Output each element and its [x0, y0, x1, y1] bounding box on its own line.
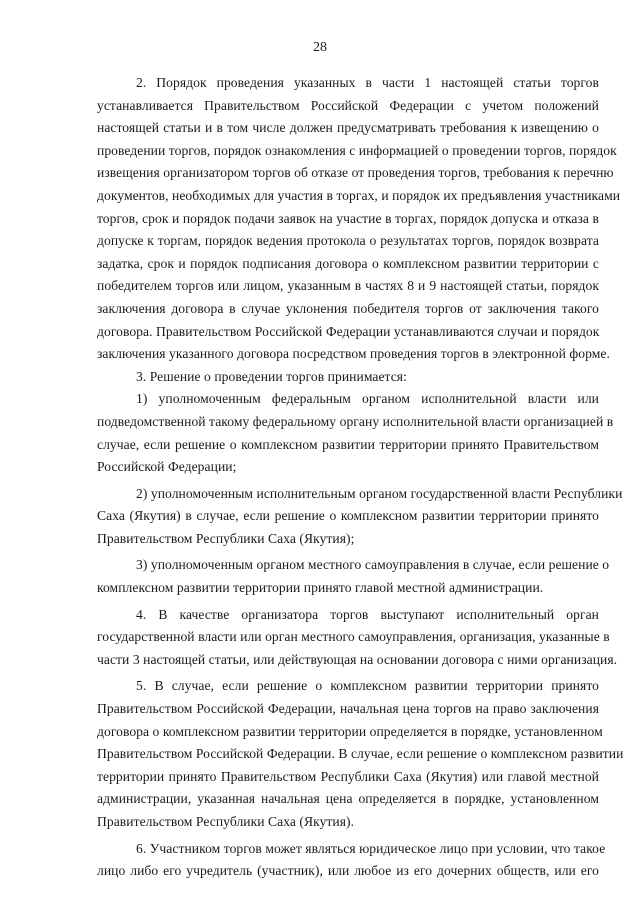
text-line: допуске к торгам, порядок ведения протокола о результатах торгов, порядок возврата: [97, 233, 599, 249]
text-line: части 3 настоящей статьи, или действующая на основании договора с ними организация.: [97, 651, 618, 667]
text-line: 1) уполномоченным федеральным органом исполнительной власти или: [136, 391, 599, 407]
text-line: лицо либо его учредитель (участник), или любое из его дочерних обществ, или его: [97, 863, 599, 879]
text-line: договора. Правительством Российской Федерации устанавливаются случаи и порядок: [97, 323, 600, 339]
text-line: администрации, указанная начальная цена определяется в порядке, установленном: [97, 791, 599, 807]
text-line: договора о комплексном развитии территории определяется в порядке, установленном: [97, 723, 603, 739]
text-line: 3) уполномоченным органом местного самоуправления в случае, если решение о: [136, 557, 610, 573]
text-line: 4. В качестве организатора торгов выступают исполнительный орган: [136, 606, 599, 622]
text-line: 3. Решение о проведении торгов принимается:: [136, 368, 407, 384]
text-line: государственной власти или орган местного самоуправления, организация, указанные в: [97, 629, 610, 645]
text-line: Саха (Якутия) в случае, если решение о комплексном развитии территории принято: [97, 508, 599, 524]
text-line: 2) уполномоченным исполнительным органом государственной власти Республики: [136, 485, 623, 501]
text-line: победителем торгов или лицом, указанным в частях 8 и 9 настоящей статьи, порядок: [97, 278, 599, 294]
text-line: проведении торгов, порядок ознакомления с информацией о проведении торгов, порядок: [97, 142, 617, 158]
text-line: заключения указанного договора посредством проведения торгов в электронной форме.: [97, 346, 610, 362]
text-line: заключения договора в случае уклонения победителя торгов от заключения такого: [97, 300, 599, 316]
text-line: задатка, срок и порядок подписания договора о комплексном развитии территории с: [97, 255, 599, 271]
text-line: 2. Порядок проведения указанных в части 1 настоящей статьи торгов: [136, 75, 599, 90]
text-line: 5. В случае, если решение о комплексном развитии территории принято: [136, 678, 599, 694]
text-line: подведомственной такому федеральному органу исполнительной власти организацией в: [97, 413, 614, 429]
text-line: Правительством Республики Саха (Якутия).: [97, 814, 355, 829]
text-line: извещения организатором торгов об отказе от проведения торгов, требования к перечню: [97, 165, 614, 181]
text-line: территории принято Правительством Республики Саха (Якутия) или главой местной: [97, 768, 599, 784]
text-line: устанавливается Правительством Российской Федерации с учетом положений: [97, 97, 599, 113]
text-line: комплексном развитии территории принято главой местной администрации.: [97, 580, 544, 596]
text-line: Российской Федерации;: [97, 459, 237, 475]
text-line: торгов, срок и порядок подачи заявок на участие в торгах, порядок допуска и отказа в: [97, 210, 599, 226]
text-line: Правительством Российской Федерации. В случае, если решение о комплексном развитии: [97, 746, 624, 762]
text-line: случае, если решение о комплексном развитии территории принято Правительством: [97, 436, 599, 452]
page-number: 28: [313, 40, 327, 55]
text-line: документов, необходимых для участия в торгах, и порядок их предъявления участниками: [97, 187, 621, 203]
document-body: [97, 72, 624, 883]
text-line: 6. Участником торгов может являться юридическое лицо при условии, что такое: [136, 840, 606, 856]
text-line: Правительством Российской Федерации, начальная цена торгов на право заключения: [97, 701, 599, 717]
text-line: настоящей статьи и в том числе должен предусматривать требования к извещению о: [97, 120, 599, 136]
text-line: Правительством Республики Саха (Якутия);: [97, 530, 355, 546]
